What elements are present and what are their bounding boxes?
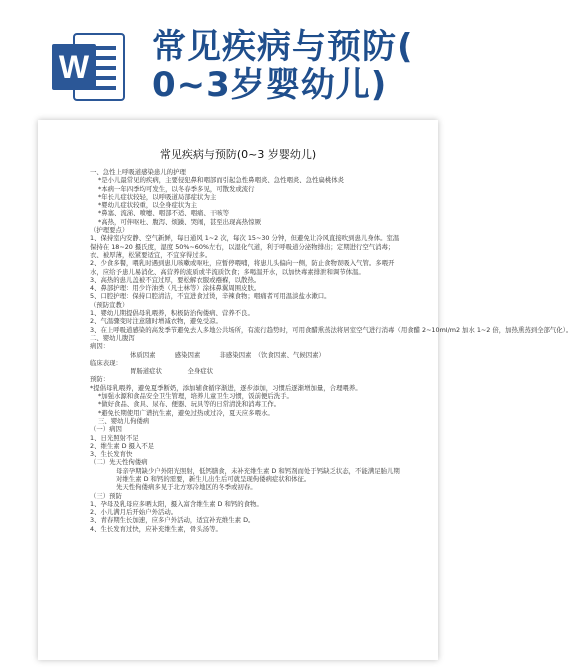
document-line: *避免长期使用广谱抗生素，避免过热或过冷，夏天应多喂水。 <box>98 408 274 417</box>
document-page <box>38 120 572 660</box>
document-line: （三）预防 <box>90 491 122 500</box>
document-line: 一、急性上呼吸道感染患儿的护理 <box>90 168 186 176</box>
document-line: 4、生长发育过快，应补充维生素，骨头汤等。 <box>90 524 222 533</box>
document-line: 2、气温骤变时注意随时增减衣物，避免受凉。 <box>90 317 222 326</box>
document-line: 2、维生素 D 摄入不足 <box>90 441 155 450</box>
banner-title-line1: 常见疾病与预防( <box>152 27 414 67</box>
document-line: （护理要点） <box>90 226 129 235</box>
document-line: 胃肠道症状 全身症状 <box>130 367 214 376</box>
document-line: 母亲孕期缺少户外阳光照射，低钙膳食，未补充维生素 D 和钙剂而处于钙缺乏状态，不能满足胎儿期对维生素 D 和钙的需要，新生儿出生后可就呈现佝偻病症状和体征。 <box>116 466 400 483</box>
document-line: 3、青春期生长加速，应多户外活动，适宜补充维生素 D。 <box>90 516 255 525</box>
word-letter: W <box>58 49 90 85</box>
document-line: 5、口腔护理：保持口腔清洁，不宜进食过烫，辛辣食物；咽痛者可用温淡盐水漱口。 <box>90 292 331 301</box>
document-line: 2、小儿满月后开始户外活动。 <box>90 508 178 517</box>
document-body <box>38 162 572 533</box>
document-line: *鼻塞、流涕、喷嚏、咽部不适、咽痛、干咳等 <box>98 209 230 218</box>
document-line: *提倡母乳喂养，避免夏季断奶，添加辅食循序渐进，逐步添加，习惯后逐渐增加量，合理喂养。 <box>90 383 362 392</box>
document-line: *是小儿最常见的疾病，主要侵犯鼻和咽部而引起急性鼻咽炎、急性咽炎、急性扁桃体炎 <box>98 176 345 185</box>
document-line: *本病一年四季均可发生，以冬春季多见，可散发或流行 <box>98 184 255 193</box>
document-line: 预防： <box>90 375 110 384</box>
document-line: 1、孕母及乳母应多晒太阳，摄入富含维生素 D 和钙的食物。 <box>90 499 263 508</box>
document-line: （二）先天性佝偻病 <box>90 458 148 467</box>
document-line: *年长儿症状较轻，以呼吸道局部症状为主 <box>98 192 217 201</box>
document-line: 病因： <box>90 342 110 351</box>
document-line: 1、婴幼儿期提倡母乳喂养，积极防治佝偻病、营养不良。 <box>90 309 254 318</box>
document-line: 4、鼻部护理：用少许油类（凡士林等）涂抹鼻翼周围皮肤。 <box>90 284 261 293</box>
document-line: 3、高热的患儿盖被不宜过厚，要松解衣服或襁褓，以散热。 <box>90 275 261 284</box>
document-line: （预防宣教） <box>90 300 129 309</box>
word-icon <box>52 30 126 104</box>
document-line: *高热，可伴呕吐、腹泻、烦躁、哭闹，甚至出现高热惊厥 <box>98 217 261 226</box>
document-line: *加强水源和食品安全卫生管理，培养儿童卫生习惯，饭前便后洗手。 <box>98 392 293 401</box>
document-line: 1、日光照射不足 <box>90 433 139 442</box>
banner <box>0 0 474 120</box>
document-line: 先天性佝偻病多见于北方寒冷地区的冬季或初春。 <box>116 483 257 492</box>
document-line: *做好食品、食具、尿布、便器、玩具等的日常清洗和消毒工作。 <box>98 400 281 409</box>
document-line: 临床表现： <box>90 358 122 367</box>
document-line: （一）病因 <box>90 425 122 434</box>
banner-title-line2: 0~3岁婴幼儿) <box>152 65 388 105</box>
document-line: 二、婴幼儿腹泻 <box>90 333 135 342</box>
document-line: 3、生长发育快 <box>90 450 133 459</box>
document-line: 2、少食多餐，喂乳时遇到患儿咳嗽或呕吐，应暂停喂哺，将患儿头偏向一侧，防止食物误吸入气管。多喂开水，应给予患儿易消化、高营养的流质或半流质饮食；多喝温开水，以加快毒素排泄和调节体温。 <box>90 259 395 276</box>
document-line: *婴幼儿症状较重，以全身症状为主 <box>98 201 198 210</box>
banner-title <box>152 28 414 104</box>
document-line: 体质因素 感染因素 非感染因素 （饮食因素、气候因素） <box>130 350 325 359</box>
document-line: 3、在上呼吸道感染的高发季节避免去人多地公共场所，有流行趋势时，可用食醋熏蒸法将居室空气进行消毒（用食醋 2~10ml/m2 加水 1~2 倍，加热熏蒸到全部气化）。 <box>90 325 572 334</box>
document-title: 常见疾病与预防(0~3 岁婴幼儿) <box>159 148 317 161</box>
document-line: 1、保持室内安静、空气新鲜，每日通风 1~2 次，每次 15~30 分钟，但避免让冷风直接吹到患儿身体。室温保持在 18~20 摄氏度，湿度 50%~60%左右，以湿化气道，利于呼吸道分泌物排出；定期进行空气消毒；衣、被厚薄，松紧要适宜，不宜穿得过多。 <box>90 234 400 259</box>
document-line: 三、婴幼儿佝偻病 <box>98 416 150 425</box>
